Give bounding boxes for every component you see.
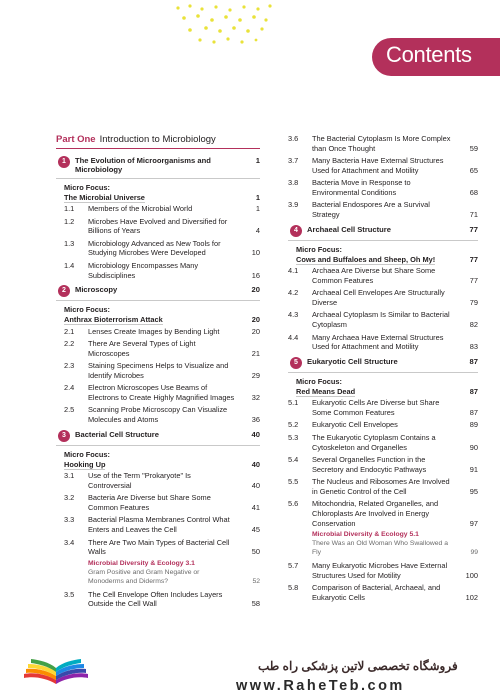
section-title: Eukaryotic Cells Are Diverse but Share Some Common Features — [312, 398, 440, 418]
section-title: Bacteria Are Diverse but Share Some Common Features — [88, 493, 211, 513]
page-number: 77 — [469, 224, 478, 234]
section-number: 3.5 — [64, 589, 75, 599]
feature-box-title: Gram Positive and Gram Negative or Monoderms and Diderms? — [88, 568, 200, 585]
section-entry[interactable] — [288, 455, 478, 475]
section-title: The Bacterial Cytoplasm Is More Complex than Once Thought — [312, 134, 451, 153]
page-number: 50 — [251, 547, 260, 557]
toc-left-list — [56, 154, 260, 609]
section-title: Microbiology Advanced as New Tools for Studying Microbes Were Developed — [88, 238, 221, 258]
page-number: 59 — [469, 143, 478, 153]
section-number: 2.2 — [64, 338, 75, 348]
section-number: 5.2 — [288, 420, 299, 430]
section-number: 3.9 — [288, 200, 299, 210]
page-number: 1 — [255, 192, 260, 202]
page-number: 95 — [469, 486, 478, 496]
section-entry[interactable] — [288, 156, 478, 176]
section-entry[interactable] — [288, 178, 478, 198]
section-number: 4.3 — [288, 310, 299, 320]
micro-focus-title: Anthrax Bioterrorism Attack — [64, 314, 163, 324]
section-entry[interactable] — [56, 493, 260, 513]
section-entry[interactable] — [288, 561, 478, 581]
part-heading — [56, 134, 260, 149]
section-title: Microbiology Encompasses Many Subdisciplines — [88, 260, 199, 280]
section-title: Eukaryotic Cell Envelopes — [312, 420, 398, 430]
section-title: Mitochondria, Related Organelles, and Chloroplasts Are Involved in Energy Conservation — [312, 499, 439, 528]
section-title: Archaeal Cytoplasm Is Similar to Bacterial Cytoplasm — [312, 310, 450, 330]
toc-left-column — [56, 134, 260, 612]
micro-focus-text — [64, 183, 236, 202]
section-number: 3.4 — [64, 537, 75, 547]
toc-right-list — [288, 134, 478, 603]
page-number: 65 — [469, 165, 478, 175]
page-number: 77 — [469, 254, 478, 264]
section-entry[interactable] — [288, 477, 478, 497]
section-number: 1.4 — [64, 260, 75, 270]
page-number: 40 — [251, 429, 260, 439]
page-number: 90 — [469, 442, 478, 452]
store-name-persian: فروشگاه تخصصی لاتین پزشکی راه طب — [258, 659, 458, 673]
chapter-entry[interactable] — [288, 355, 478, 373]
section-number: 1.2 — [64, 216, 75, 226]
micro-focus-label: Micro Focus: — [64, 305, 110, 315]
chapter-title: The Evolution of Microorganisms and Microbiology — [75, 156, 211, 175]
page-number: 41 — [251, 503, 260, 513]
toc-right-column — [288, 134, 478, 605]
section-entry[interactable] — [56, 383, 260, 403]
section-title: There Are Two Main Types of Bacterial Cell Walls — [88, 537, 230, 557]
page-number: 40 — [251, 459, 260, 469]
section-entry[interactable] — [56, 515, 260, 535]
section-entry[interactable] — [288, 433, 478, 453]
section-entry[interactable] — [56, 204, 260, 214]
section-title: Lenses Create Images by Bending Light — [88, 326, 220, 336]
chapter-number-badge: 4 — [290, 225, 302, 237]
section-title: Scanning Probe Microscopy Can Visualize Molecules and Atoms — [88, 405, 228, 425]
page-number: 21 — [251, 348, 260, 358]
section-title: Archaeal Cell Envelopes Are Structurally Diverse — [312, 288, 445, 308]
chapter-number-badge: 3 — [58, 430, 70, 442]
section-number: 1.3 — [64, 238, 75, 248]
chapter-number-badge: 5 — [290, 357, 302, 369]
micro-focus-label: Micro Focus: — [64, 449, 110, 459]
page-number: 87 — [469, 386, 478, 396]
section-title: Many Eukaryotic Microbes Have External Structures Used for Motility — [312, 560, 448, 580]
part-title: Introduction to Microbiology — [99, 134, 216, 145]
page-number: 29 — [251, 370, 260, 380]
page-number: 20 — [251, 285, 260, 295]
micro-focus-entry[interactable] — [64, 450, 260, 469]
page-number: 102 — [465, 592, 478, 602]
micro-focus-title: The Microbial Universe — [64, 192, 145, 202]
page-number: 68 — [469, 188, 478, 198]
micro-focus-entry[interactable] — [64, 183, 260, 202]
feature-box-heading: Microbial Diversity & Ecology 5.1 — [312, 531, 419, 539]
section-entry[interactable] — [288, 266, 478, 286]
micro-focus-label: Micro Focus: — [64, 182, 110, 192]
page-number: 79 — [469, 298, 478, 308]
section-title: Several Organelles Function in the Secretory and Endocytic Pathways — [312, 454, 427, 474]
section-number: 5.6 — [288, 499, 299, 509]
section-number: 3.6 — [288, 134, 299, 143]
page-header — [0, 0, 500, 88]
micro-focus-entry[interactable] — [296, 377, 478, 396]
page-number: 100 — [465, 570, 478, 580]
section-title: Bacterial Plasma Membranes Control What Enters and Leaves the Cell — [88, 515, 230, 535]
micro-focus-text — [64, 450, 236, 469]
section-number: 3.7 — [288, 156, 299, 166]
section-entry[interactable] — [56, 239, 260, 259]
page-number: 32 — [251, 392, 260, 402]
page-number: 1 — [255, 156, 260, 165]
section-title: Archaea Are Diverse but Share Some Common Features — [312, 266, 436, 285]
section-title: Microbes Have Evolved and Diversified for Billions of Years — [88, 216, 228, 236]
feature-box-text — [312, 531, 454, 558]
page-number: 91 — [469, 464, 478, 474]
section-number: 4.2 — [288, 288, 299, 298]
micro-focus-entry[interactable] — [296, 245, 478, 264]
section-entry[interactable] — [56, 339, 260, 359]
store-website[interactable]: www.RaheTeb.com — [236, 678, 405, 694]
section-number: 2.4 — [64, 383, 75, 393]
decorative-dots — [170, 2, 280, 50]
page-number: 89 — [469, 420, 478, 430]
feature-box-entry[interactable] — [88, 560, 260, 587]
section-entry[interactable] — [56, 327, 260, 337]
section-entry[interactable] — [56, 590, 260, 610]
section-title: Bacteria Move in Response to Environmental Conditions — [312, 178, 411, 198]
chapter-entry[interactable] — [56, 283, 260, 301]
chapter-title: Bacterial Cell Structure — [75, 429, 159, 439]
micro-focus-text — [64, 305, 236, 324]
page-number: 52 — [252, 577, 260, 585]
section-entry[interactable] — [288, 288, 478, 308]
section-title: Members of the Microbial World — [88, 204, 193, 214]
section-entry[interactable] — [56, 471, 260, 491]
micro-focus-text — [296, 245, 454, 264]
section-number: 5.4 — [288, 454, 299, 464]
chapter-entry[interactable] — [56, 154, 260, 179]
page-number: 97 — [469, 518, 478, 528]
page-number: 71 — [469, 210, 478, 220]
feature-box-heading: Microbial Diversity & Ecology 3.1 — [88, 559, 195, 567]
micro-focus-title: Red Means Dead — [296, 386, 356, 396]
page-number: 16 — [251, 270, 260, 280]
section-number: 3.1 — [64, 471, 75, 481]
page-number: 87 — [469, 408, 478, 418]
section-number: 3.3 — [64, 515, 75, 525]
section-number: 4.4 — [288, 332, 299, 342]
page-number: 83 — [469, 342, 478, 352]
section-entry[interactable] — [56, 405, 260, 425]
section-number: 2.5 — [64, 405, 75, 415]
section-number: 5.1 — [288, 398, 299, 408]
page-title: Contents — [386, 42, 472, 67]
micro-focus-title: Cows and Buffaloes and Sheep, Oh My! — [296, 254, 436, 264]
page-number: 82 — [469, 320, 478, 330]
feature-box-entry[interactable] — [312, 531, 478, 558]
section-title: Use of the Term "Prokaryote" Is Controversial — [88, 471, 191, 490]
section-number: 5.7 — [288, 560, 299, 570]
contents-banner — [372, 38, 500, 76]
section-entry[interactable] — [288, 310, 478, 330]
micro-focus-entry[interactable] — [64, 305, 260, 324]
section-title: The Eukaryotic Cytoplasm Contains a Cytoskeleton and Organelles — [312, 432, 436, 452]
page-number: 1 — [255, 204, 260, 214]
section-title: Staining Specimens Helps to Visualize and Identify Microbes — [88, 361, 229, 380]
chapter-entry[interactable] — [56, 428, 260, 446]
feature-box-title: There Was an Old Woman Who Swallowed a Fly — [312, 540, 448, 556]
page-number: 10 — [251, 248, 260, 258]
section-number: 3.2 — [64, 493, 75, 503]
micro-focus-text — [296, 377, 454, 396]
section-number: 2.3 — [64, 361, 75, 371]
page-number: 58 — [251, 599, 260, 609]
page-number: 40 — [251, 480, 260, 490]
book-logo-icon — [20, 650, 92, 690]
section-number: 1.1 — [64, 204, 75, 214]
page-number: 99 — [470, 549, 478, 556]
section-number: 4.1 — [288, 266, 299, 276]
page-number: 4 — [255, 226, 260, 236]
section-title: Many Bacteria Have External Structures Used for Attachment and Motility — [312, 156, 444, 175]
chapter-number-badge: 2 — [58, 285, 70, 297]
feature-box-text — [88, 560, 236, 587]
section-number: 5.3 — [288, 432, 299, 442]
section-title: There Are Several Types of Light Microscopes — [88, 338, 196, 358]
section-number: 5.5 — [288, 477, 299, 487]
chapter-number-badge: 1 — [58, 156, 70, 168]
page-number: 45 — [251, 525, 260, 535]
part-label: Part One — [56, 134, 96, 145]
section-entry[interactable] — [288, 200, 478, 220]
section-number: 3.8 — [288, 178, 299, 188]
section-title: The Nucleus and Ribosomes Are Involved in Genetic Control of the Cell — [312, 477, 450, 496]
section-title: Electron Microscopes Use Beams of Electrons to Create Highly Magnified Images — [88, 383, 235, 402]
section-entry[interactable] — [288, 499, 478, 528]
section-entry[interactable] — [288, 583, 478, 603]
page-number: 36 — [251, 415, 260, 425]
section-entry[interactable] — [288, 420, 478, 430]
micro-focus-title: Hooking Up — [64, 459, 106, 469]
micro-focus-label: Micro Focus: — [296, 244, 342, 254]
section-entry[interactable] — [56, 217, 260, 237]
section-title: Bacterial Endospores Are a Survival Strategy — [312, 200, 430, 220]
section-entry[interactable] — [288, 333, 478, 353]
chapter-title: Eukaryotic Cell Structure — [307, 357, 398, 367]
page-number: 20 — [251, 326, 260, 336]
section-entry[interactable] — [56, 261, 260, 281]
chapter-title: Archaeal Cell Structure — [307, 224, 391, 234]
chapter-title: Microscopy — [75, 285, 118, 295]
section-entry[interactable] — [288, 134, 478, 154]
section-entry[interactable] — [288, 398, 478, 418]
section-title: Many Archaea Have External Structures Used for Attachment and Motility — [312, 332, 444, 352]
section-number: 2.1 — [64, 326, 75, 336]
micro-focus-label: Micro Focus: — [296, 377, 342, 387]
page-number: 77 — [469, 275, 478, 285]
chapter-entry[interactable] — [288, 223, 478, 241]
section-title: Comparison of Bacterial, Archaeal, and Eukaryotic Cells — [312, 583, 441, 602]
page-number: 87 — [469, 357, 478, 367]
section-entry[interactable] — [56, 361, 260, 381]
section-number: 5.8 — [288, 583, 299, 593]
section-entry[interactable] — [56, 538, 260, 558]
section-title: The Cell Envelope Often Includes Layers Outside the Cell Wall — [88, 589, 223, 609]
page-number: 20 — [251, 314, 260, 324]
